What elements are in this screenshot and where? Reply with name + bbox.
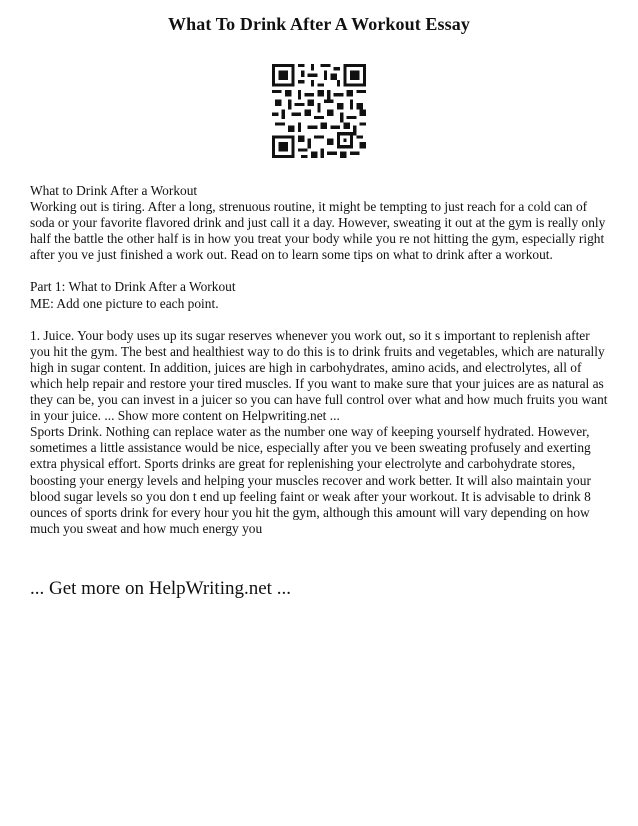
intro-paragraph: Working out is tiring. After a long, strenuous routine, it might be tempting to just reach for a cold can of soda or your favorite flavored drink and just call it a day. However, sweating it out at the gym is really only half the battle the other half is in how you treat your body while you re not hitting the gym, especially right after you ve just finished a work out. Read on to learn some tips on what to drink after a workout. <box>30 199 606 263</box>
document-title: What To Drink After A Workout Essay <box>168 14 470 34</box>
part-note: ME: Add one picture to each point. <box>30 295 219 311</box>
intro-heading: What to Drink After a Workout <box>30 183 198 198</box>
essay-body <box>30 183 610 537</box>
part-heading: Part 1: What to Drink After a Workout <box>30 279 236 295</box>
qr-code <box>272 64 366 158</box>
sports-drink-paragraph: Sports Drink. Nothing can replace water as the number one way of keeping yourself hydrated. However, sometimes a little assistance would be nice, especially after you ve been sweating profusely and exerting extra physical effort. Sports drinks are great for replenishing your electrolyte and carbohydrate stores, boosting your energy levels and helping your muscles recover and work better. It will also maintain your blood sugar levels so you don t end up feeling faint or weak after your workout. It is advisable to drink 8 ounces of sports drink for every hour you hit the gym, although this amount will vary depending on how much you sweat and how much energy you <box>30 424 591 536</box>
juice-paragraph: 1. Juice. Your body uses up its sugar reserves whenever you work out, so it s important to replenish after you hit the gym. The best and healthiest way to do this is to drink fruits and vegetables, which are naturally high in sugar content. In addition, juices are high in carbohydrates, amino acids, and electrolytes, all of which help repair and restore your tired muscles. If you want to make sure that your juices are as natural as they can be, you can invest in a juicer so you can have full control over what and how much fruits you want in your juice. ... Show more content on Helpwriting.net ... <box>30 327 608 424</box>
get-more-link[interactable]: ... Get more on HelpWriting.net ... <box>30 578 291 599</box>
